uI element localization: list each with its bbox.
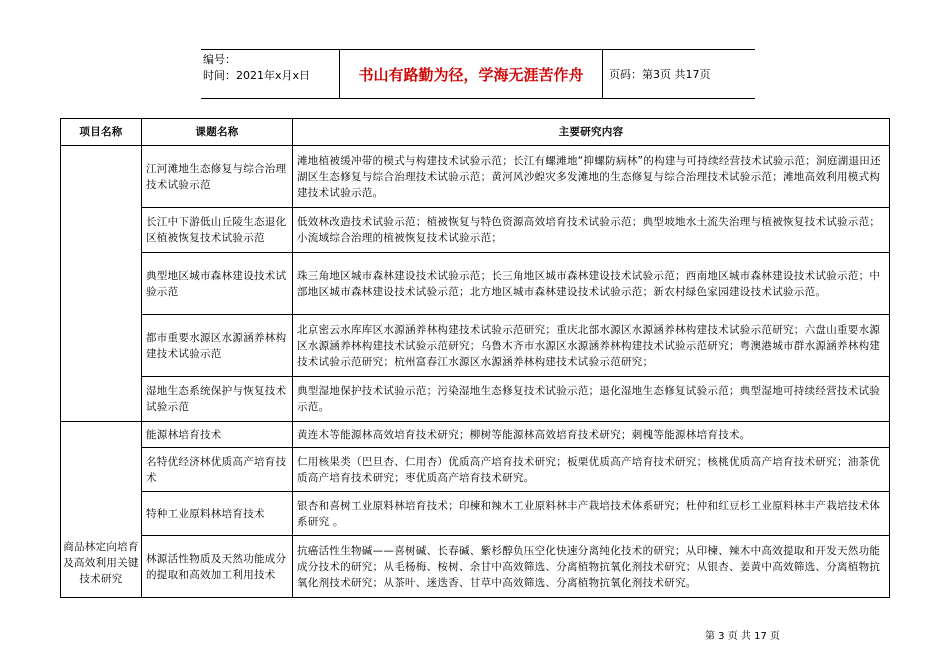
document-date-label: 时间：2021年x月x日 bbox=[203, 69, 311, 82]
topic-cell: 江河滩地生态修复与综合治理技术试验示范 bbox=[142, 146, 293, 208]
page-footer: 第 3 页 共 17 页 bbox=[705, 631, 780, 642]
topic-cell: 林源活性物质及天然功能成分的提取和高效加工利用技术 bbox=[142, 536, 293, 598]
content-cell: 珠三角地区城市森林建设技术试验示范；长三角地区城市森林建设技术试验示范；西南地区城市森林建设技术试验示范；中部地区城市森林建设技术试验示范；北方地区城市森林建设技术试验示范；新农村绿色家园建设技术试验示范。 bbox=[293, 253, 890, 315]
table-row bbox=[61, 422, 890, 448]
project-category-cell bbox=[61, 146, 142, 422]
table-row bbox=[61, 536, 890, 598]
table-row bbox=[61, 146, 890, 208]
topic-cell: 都市重要水源区水源涵养林构建技术试验示范 bbox=[142, 315, 293, 377]
table-header-row bbox=[61, 119, 890, 146]
content-cell: 黄连木等能源林高效培育技术研究；柳树等能源林高效培育技术研究；刺槐等能源林培育技术。 bbox=[293, 422, 890, 448]
table-row bbox=[61, 208, 890, 253]
table-row bbox=[61, 492, 890, 536]
page-header bbox=[201, 49, 755, 99]
column-header-content: 主要研究内容 bbox=[293, 119, 890, 146]
content-cell: 仁用核果类（巴旦杏、仁用杏）优质高产培育技术研究；板栗优质高产培育技术研究；核桃优质高产培育技术研究；油茶优质高产培育技术研究；枣优质高产培育技术研究。 bbox=[293, 448, 890, 492]
topic-cell: 名特优经济林优质高产培育技术 bbox=[142, 448, 293, 492]
topic-cell: 湿地生态系统保护与恢复技术试验示范 bbox=[142, 377, 293, 422]
header-page-label: 页码：第3页 共17页 bbox=[609, 68, 711, 81]
column-header-topic: 课题名称 bbox=[142, 119, 293, 146]
topic-cell: 特种工业原料林培育技术 bbox=[142, 492, 293, 536]
research-table bbox=[60, 118, 890, 598]
topic-cell: 能源林培育技术 bbox=[142, 422, 293, 448]
table-row bbox=[61, 377, 890, 422]
topic-cell: 典型地区城市森林建设技术试验示范 bbox=[142, 253, 293, 315]
content-cell: 低效林改造技术试验示范；植被恢复与特色资源高效培育技术试验示范；典型坡地水土流失治理与植被恢复技术试验示范；小流域综合治理的植被恢复技术试验示范； bbox=[293, 208, 890, 253]
project-category-cell: 商品林定向培育及高效利用关键技术研究 bbox=[61, 422, 142, 598]
document-number-label: 编号： bbox=[203, 53, 236, 66]
table-row bbox=[61, 253, 890, 315]
content-cell: 抗癌活性生物碱——喜树碱、长春碱、紫杉醇负压空化快速分离纯化技术的研究；从印楝、辣木中高效提取和开发天然功能成分技术的研究；从毛杨梅、桉树、余甘中高效筛选、分离植物抗氧化剂技术研究；从银杏、姜黄中高效筛选、分离植物抗氧化剂技术研究；从茶叶、迷迭香、甘草中高效筛选、分离植物抗氧化剂技术研究。 bbox=[293, 536, 890, 598]
content-cell: 银杏和喜树工业原料林培育技术；印楝和辣木工业原料林丰产栽培技术体系研究；杜仲和红豆杉工业原料林丰产栽培技术体系研究 。 bbox=[293, 492, 890, 536]
topic-cell: 长江中下游低山丘陵生态退化区植被恢复技术试验示范 bbox=[142, 208, 293, 253]
header-meta bbox=[203, 52, 310, 84]
table-row bbox=[61, 448, 890, 492]
content-cell: 北京密云水库库区水源涵养林构建技术试验示范研究；重庆北部水源区水源涵养林构建技术试验示范研究；六盘山重要水源区水源涵养林构建技术试验示范研究；乌鲁木齐市水源区水源涵养林构建技术试验示范研究；粤澳港城市群水源涵养林构建技术试验示范研究；杭州富春江水源区水源涵养林构建技术试验示范研究； bbox=[293, 315, 890, 377]
content-cell: 典型湿地保护技术试验示范；污染湿地生态修复技术试验示范；退化湿地生态修复试验示范；典型湿地可持续经营技术试验示范。 bbox=[293, 377, 890, 422]
column-header-project: 项目名称 bbox=[61, 119, 142, 146]
content-cell: 滩地植被缓冲带的模式与构建技术试验示范；长江有螺滩地“抑螺防病林”的构建与可持续经营技术试验示范；洞庭湖退田还湖区生态修复与综合治理技术试验示范；黄河风沙蝗灾多发滩地的生态修复与综合治理技术试验示范；滩地高效利用模式构建技术试验示范。 bbox=[293, 146, 890, 208]
table-row bbox=[61, 315, 890, 377]
header-motto: 书山有路勤为径，学海无涯苦作舟 bbox=[339, 50, 603, 98]
